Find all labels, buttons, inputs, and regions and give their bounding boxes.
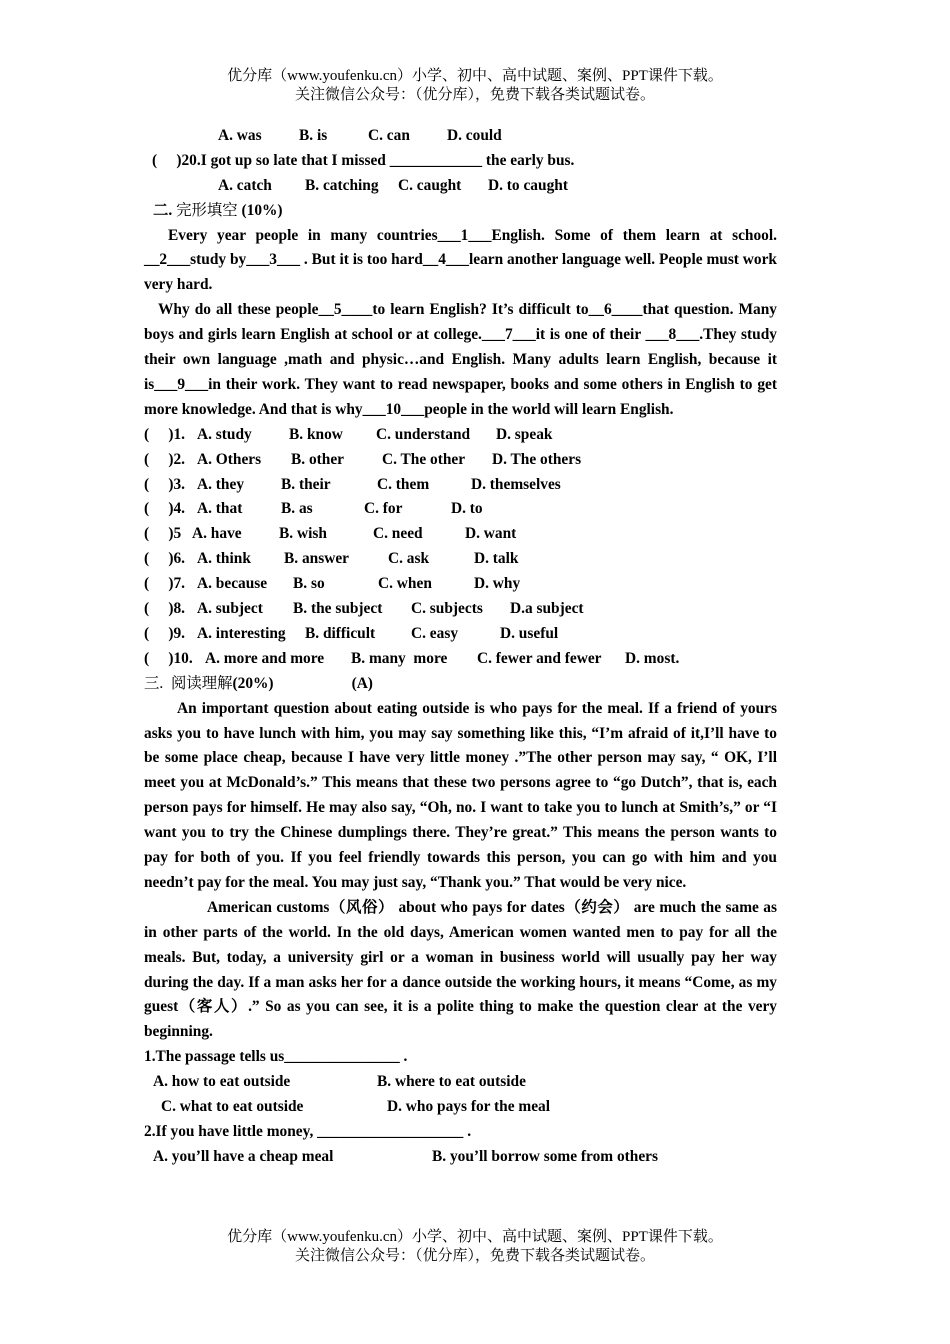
- footer-line-1: 优分库（www.youfenku.cn）小学、初中、高中试题、案例、PPT课件下载。: [227, 1229, 723, 1245]
- q20-option-c: C. caught: [398, 176, 462, 194]
- q19-option-a: A. was: [218, 127, 262, 144]
- cloze-paragraph-1: Every year people in many countries___1___English. Some of them learn at school. __2___study by___3___ . But it is too hard__4___learn another language well. People must work very hard.: [144, 226, 777, 294]
- cloze-question-5: ( )5 A. have B. wish C. need D. want: [144, 525, 517, 543]
- footer-line-2: 关注微信公众号：（优分库），免费下载各类试题试卷。: [294, 1248, 655, 1264]
- reading-question-2-stem: 2.If you have little money, ___________________ .: [144, 1122, 472, 1140]
- cloze-section-title: [144, 199, 777, 224]
- document-body: [144, 124, 777, 1170]
- reading-section-title: [144, 672, 777, 697]
- page-header: [0, 67, 950, 105]
- header-line-1: 优分库（www.youfenku.cn）小学、初中、高中试题、案例、PPT课件下载。: [227, 68, 723, 84]
- cloze-question-6: ( )6. A. think B. answer C. ask D. talk: [144, 550, 519, 568]
- cloze-paragraph-2: Why do all these people__5____to learn English? It’s difficult to__6____that question. Many boys and girls learn English at school or at college.___7___it is one of their ___8___.They study their own language ,math and physic…and English. Many adults learn English, because it is___9___in their work. They want to read newspaper, books and some others in English to get more knowledge. And that is why___10___people in the world will learn English.: [144, 301, 777, 418]
- cloze-question-9: ( )9. A. interesting B. difficult C. easy D. useful: [144, 624, 559, 642]
- q20-option-d: D. to caught: [488, 176, 568, 194]
- reading-title-num: 三.: [144, 674, 164, 692]
- reading-paragraph-1: An important question about eating outside is who pays for the meal. If a friend of yours asks you to have lunch with him, you may say something like this, “I’m afraid of it,I’ll have to be some place cheap, because I have very little money .”The other person may say, “ OK, I’ll meet you at McDonald’s.” This means that these two persons agree to “go Dutch”, that is, each person pays for himself. He may also say, “Oh, no. I want to take you to lunch at Smith’s,” or “I want you to try the Chinese dumplings there. They’re great.” This means the person wants to pay for both of you. If you feel friendly towards this person, you can go with him and you needn’t pay for the meal. You may just say, “Thank you.” That would be very nice.: [144, 699, 777, 891]
- cloze-question-4: ( )4. A. that B. as C. for D. to: [144, 500, 483, 518]
- reading-question-1-options-ab: A. how to eat outside B. where to eat outside: [153, 1073, 526, 1091]
- q19-option-b: B. is: [299, 127, 328, 144]
- cloze-question-8: ( )8. A. subject B. the subject C. subjects D.a subject: [144, 600, 584, 618]
- q20-option-a: A. catch: [218, 176, 272, 194]
- reading-question-1-options-cd: C. what to eat outside D. who pays for the meal: [161, 1098, 551, 1116]
- cloze-question-1: ( )1. A. study B. know C. understand D. speak: [144, 425, 553, 443]
- cloze-question-7: ( )7. A. because B. so C. when D. why: [144, 575, 521, 593]
- cloze-question-2: ( )2. A. Others B. other C. The other D. The others: [144, 450, 582, 468]
- reading-part-label: (A): [351, 674, 373, 692]
- reading-paragraph-2: American customs（风俗） about who pays for dates（约会） are much the same as in other parts of the world. In the old days, American women wanted men to pay for all the meals. But, today, a university girl or a woman in business world will usually pay her way during the day. If a man asks her for a dance outside the working hours, it means “Come, as my guest（客人）.” So as you can see, it is a polite thing to make the question clear at the very beginning.: [144, 898, 777, 1041]
- cloze-question-3: ( )3. A. they B. their C. them D. themselves: [144, 475, 561, 493]
- cloze-title-num: 二.: [153, 201, 173, 219]
- cloze-title-cn: 完形填空: [172, 201, 242, 219]
- q20-options: [144, 174, 777, 199]
- cloze-title-pct: (10%): [241, 201, 283, 219]
- reading-title-cn: 阅读理解: [163, 674, 233, 692]
- q19-option-d: D. could: [447, 127, 502, 144]
- header-line-2: 关注微信公众号：（优分库），免费下载各类试题试卷。: [294, 87, 655, 103]
- page-footer: [0, 1228, 950, 1266]
- reading-question-1-stem: 1.The passage tells us_______________ .: [144, 1048, 408, 1066]
- q20-stem: ( )20.I got up so late that I missed ____________ the early bus.: [152, 151, 575, 169]
- reading-question-2-options-ab: A. you’ll have a cheap meal B. you’ll borrow some from others: [153, 1147, 658, 1165]
- q20-option-b: B. catching: [305, 176, 379, 194]
- q19-option-c: C. can: [368, 127, 410, 144]
- q19-options: [144, 124, 777, 149]
- cloze-question-10: ( )10. A. more and more B. many more C. fewer and fewer D. most.: [144, 649, 680, 667]
- reading-title-pct: (20%): [232, 674, 274, 692]
